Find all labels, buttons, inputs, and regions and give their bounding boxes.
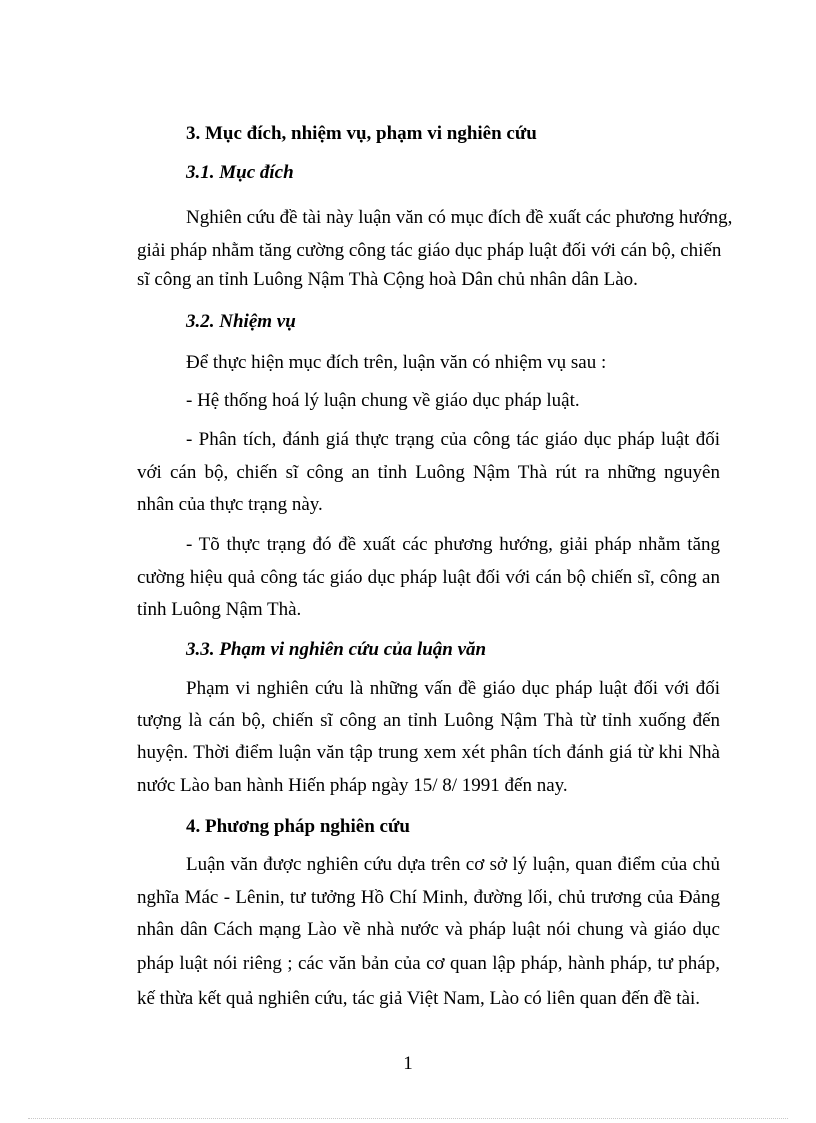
- paragraph-line: nghĩa Mác - Lênin, tư tưởng Hồ Chí Minh, đường lối, chủ trương của Đảng: [137, 887, 720, 908]
- paragraph-line: giải pháp nhằm tăng cường công tác giáo dục pháp luật đối với cán bộ, chiến: [137, 240, 722, 261]
- subsection-3-2-title: 3.2. Nhiệm vụ: [186, 311, 296, 332]
- paragraph-line: Phạm vi nghiên cứu là những vấn đề giáo dục pháp luật đối với đối: [186, 678, 720, 699]
- page-bottom-divider: [28, 1118, 788, 1119]
- list-item: - Phân tích, đánh giá thực trạng của công tác giáo dục pháp luật đối: [186, 429, 720, 450]
- page-number: 1: [403, 1053, 413, 1074]
- paragraph-line: nước Lào ban hành Hiến pháp ngày 15/ 8/ 1991 đến nay.: [137, 775, 568, 796]
- list-item-line: cường hiệu quả công tác giáo dục pháp luật đối với cán bộ chiến sĩ, công an: [137, 567, 720, 588]
- paragraph-line: Để thực hiện mục đích trên, luận văn có nhiệm vụ sau :: [186, 352, 607, 373]
- section-4-heading: 4. Phương pháp nghiên cứu: [186, 816, 410, 837]
- section-3-heading: 3. Mục đích, nhiệm vụ, phạm vi nghiên cứu: [186, 123, 537, 144]
- subsection-3-3-title: 3.3. Phạm vi nghiên cứu của luận văn: [186, 639, 487, 660]
- list-item: - Tõ thực trạng đó đề xuất các phương hướng, giải pháp nhằm tăng: [186, 534, 720, 555]
- paragraph-line: pháp luật nói riêng ; các văn bản của cơ quan lập pháp, hành pháp, tư pháp,: [137, 953, 720, 974]
- paragraph-line: Luận văn được nghiên cứu dựa trên cơ sở lý luận, quan điểm của chủ: [186, 854, 720, 875]
- list-item: - Hệ thống hoá lý luận chung về giáo dục pháp luật.: [186, 390, 580, 411]
- paragraph-line: Nghiên cứu đề tài này luận văn có mục đích đề xuất các phương hướng,: [186, 207, 733, 228]
- subsection-3-1-title: 3.1. Mục đích: [186, 162, 294, 183]
- paragraph-line: sĩ công an tỉnh Luông Nậm Thà Cộng hoà Dân chủ nhân dân Lào.: [137, 269, 638, 290]
- paragraph-line: kế thừa kết quả nghiên cứu, tác giả Việt Nam, Lào có liên quan đến đề tài.: [137, 988, 701, 1009]
- paragraph-line: tượng là cán bộ, chiến sĩ công an tỉnh Luông Nậm Thà từ tỉnh xuống đến: [137, 710, 720, 731]
- list-item-line: với cán bộ, chiến sĩ công an tỉnh Luông Nậm Thà rút ra những nguyên: [137, 462, 720, 483]
- paragraph-line: huyện. Thời điểm luận văn tập trung xem xét phân tích đánh giá từ khi Nhà: [137, 742, 720, 763]
- list-item-line: nhân của thực trạng này.: [137, 494, 323, 515]
- list-item-line: tỉnh Luông Nậm Thà.: [137, 599, 302, 620]
- paragraph-line: nhân dân Cách mạng Lào về nhà nước và pháp luật nói chung và giáo dục: [137, 919, 720, 940]
